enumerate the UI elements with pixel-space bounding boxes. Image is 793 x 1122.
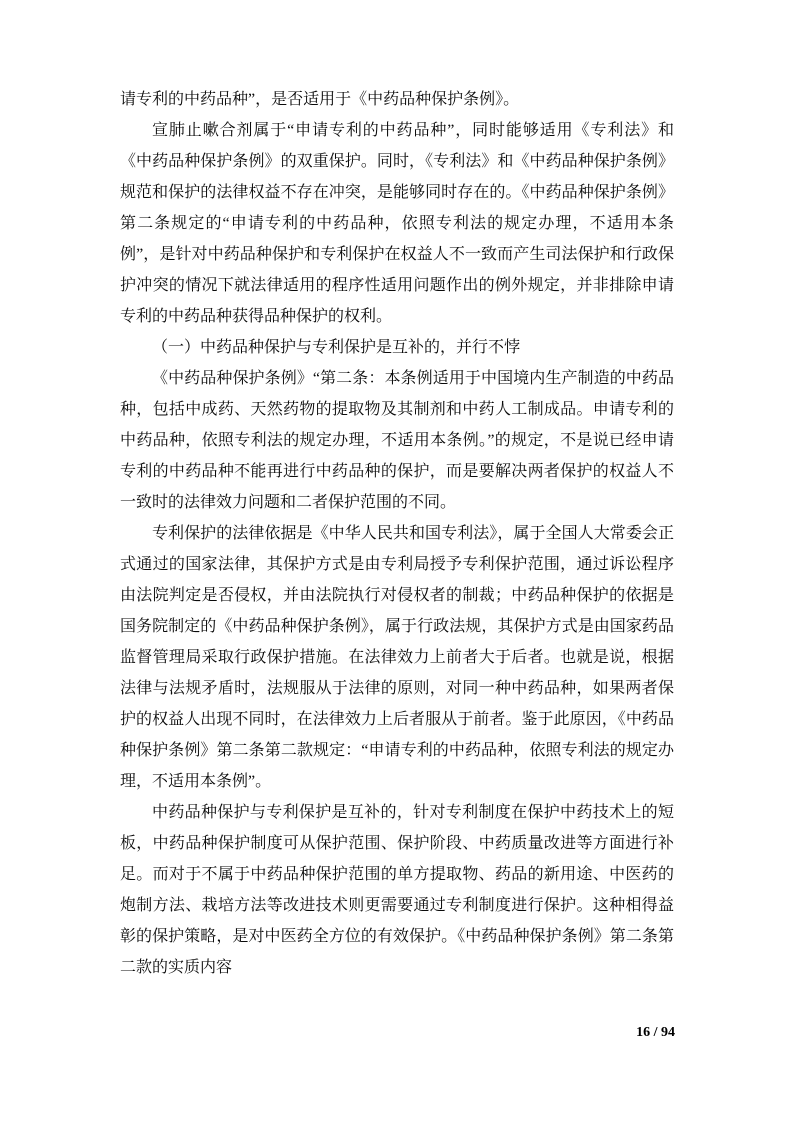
- lead-heading-continuation: 请专利的中药品种”，是否适用于《中药品种保护条例》。: [120, 91, 520, 108]
- section-heading: （一）中药品种保护与专利保护是互补的，并行不悖: [152, 339, 521, 356]
- document-body: [120, 84, 674, 983]
- paragraph-1: 宣肺止嗽合剂属于“申请专利的中药品种”，同时能够适用《专利法》和《中药品种保护条例》的双重保护。同时，《专利法》和《中药品种保护条例》规范和保护的法律权益不存在冲突，是能够同时存在的。《中药品种保护条例》第二条规定的“申请专利的中药品种，依照专利法的规定办理，不适用本条例”，是针对中药品种保护和专利保护在权益人不一致而产生司法保护和行政保护冲突的情况下就法律适用的程序性适用问题作出的例外规定，并非排除申请专利的中药品种获得品种保护的权利。: [120, 122, 674, 325]
- paragraph-2: 《中药品种保护条例》“第二条：本条例适用于中国境内生产制造的中药品种，包括中成药、天然药物的提取物及其制剂和中药人工制成品。申请专利的中药品种，依照专利法的规定办理，不适用本条例。”的规定，不是说已经申请专利的中药品种不能再进行中药品种的保护，而是要解决两者保护的权益人不一致时的法律效力问题和二者保护范围的不同。: [120, 370, 674, 511]
- page-number: 16 / 94: [636, 1025, 675, 1040]
- paragraph-4: 中药品种保护与专利保护是互补的，针对专利制度在保护中药技术上的短板，中药品种保护制度可从保护范围、保护阶段、中药质量改进等方面进行补足。而对于不属于中药品种保护范围的单方提取物、药品的新用途、中医药的炮制方法、栽培方法等改进技术则更需要通过专利制度进行保护。这种相得益彰的保护策略，是对中医药全方位的有效保护。《中药品种保护条例》第二条第二款的实质内容: [120, 804, 674, 976]
- paragraph-3: 专利保护的法律依据是《中华人民共和国专利法》，属于全国人大常委会正式通过的国家法律，其保护方式是由专利局授予专利保护范围，通过诉讼程序由法院判定是否侵权，并由法院执行对侵权者的制裁；中药品种保护的依据是国务院制定的《中药品种保护条例》，属于行政法规，其保护方式是由国家药品监督管理局采取行政保护措施。在法律效力上前者大于后者。也就是说，根据法律与法规矛盾时，法规服从于法律的原则，对同一种中药品种，如果两者保护的权益人出现不同时，在法律效力上后者服从于前者。鉴于此原因，《中药品种保护条例》第二条第二款规定：“申请专利的中药品种，依照专利法的规定办理，不适用本条例”。: [120, 525, 674, 790]
